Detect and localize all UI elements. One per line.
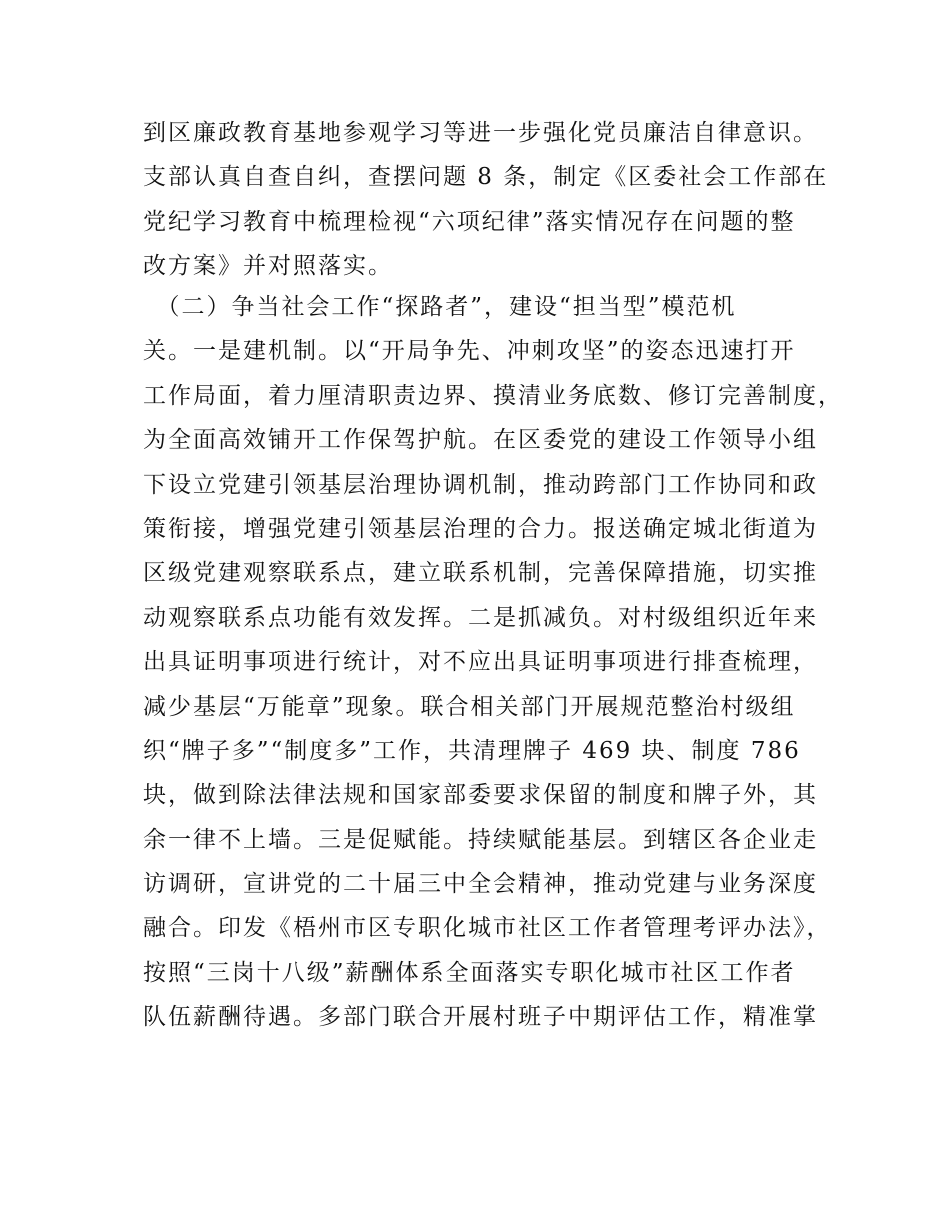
paragraph-2-line: 按照“三岗十八级”薪酬体系全面落实专职化城市社区工作者 bbox=[143, 959, 796, 986]
paragraph-2-line: 块，做到除法律法规和国家部委要求保留的制度和牌子外，其 bbox=[143, 782, 818, 809]
paragraph-2-line: 队伍薪酬待遇。多部门联合开展村班子中期评估工作，精准掌 bbox=[143, 1004, 818, 1031]
paragraph-2-line: 余一律不上墙。三是促赋能。持续赋能基层。到辖区各企业走 bbox=[143, 826, 818, 853]
paragraph-2-line: 出具证明事项进行统计，对不应出具证明事项进行排查梳理， bbox=[143, 649, 818, 676]
paragraph-2-line: 下设立党建引领基层治理协调机制，推动跨部门工作协同和政 bbox=[143, 471, 818, 498]
paragraph-1-line: 党纪学习教育中梳理检视“六项纪律”落实情况存在问题的整 bbox=[143, 208, 796, 235]
paragraph-2-line: 关。一是建机制。以“开局争先、冲刺攻坚”的姿态迅速打开 bbox=[143, 338, 796, 365]
paragraph-1-line: 到区廉政教育基地参观学习等进一步强化党员廉洁自律意识。 bbox=[143, 120, 818, 146]
paragraph-2-line bbox=[143, 1084, 823, 1128]
paragraph-2 bbox=[143, 285, 843, 1128]
paragraph-2-line: （二）争当社会工作“探路者”，建设“担当型”模范机 bbox=[143, 294, 737, 320]
paragraph-2-line: 为全面高效铺开工作保驾护航。在区委党的建设工作领导小组 bbox=[143, 427, 818, 454]
paragraph-1 bbox=[143, 111, 829, 289]
paragraph-2-line: 织“牌子多”“制度多”工作，共清理牌子 469 块、制度 786 bbox=[143, 737, 801, 764]
paragraph-2-line: 区级党建观察联系点，建立联系机制，完善保障措施，切实推 bbox=[143, 560, 818, 587]
paragraph-2-line: 减少基层“万能章”现象。联合相关部门开展规范整治村级组 bbox=[143, 693, 796, 720]
paragraph-2-line: 工作局面，着力厘清职责边界、摸清业务底数、修订完善制度， bbox=[143, 382, 843, 409]
paragraph-2-line: 访调研，宣讲党的二十届三中全会精神，推动党建与业务深度 bbox=[143, 871, 818, 898]
paragraph-2-line: 融合。印发《梧州市区专职化城市社区工作者管理考评办法》， bbox=[143, 915, 832, 942]
paragraph-1-line: 支部认真自查自纠，查摆问题 8 条，制定《区委社会工作部在 bbox=[143, 164, 829, 191]
paragraph-2-line bbox=[143, 1040, 823, 1084]
paragraph-2-line: 策衔接，增强党建引领基层治理的合力。报送确定城北街道为 bbox=[143, 515, 818, 542]
paragraph-1-line: 改方案》并对照落实。 bbox=[143, 253, 393, 280]
paragraph-2-line: 动观察联系点功能有效发挥。二是抓减负。对村级组织近年来 bbox=[143, 604, 818, 631]
